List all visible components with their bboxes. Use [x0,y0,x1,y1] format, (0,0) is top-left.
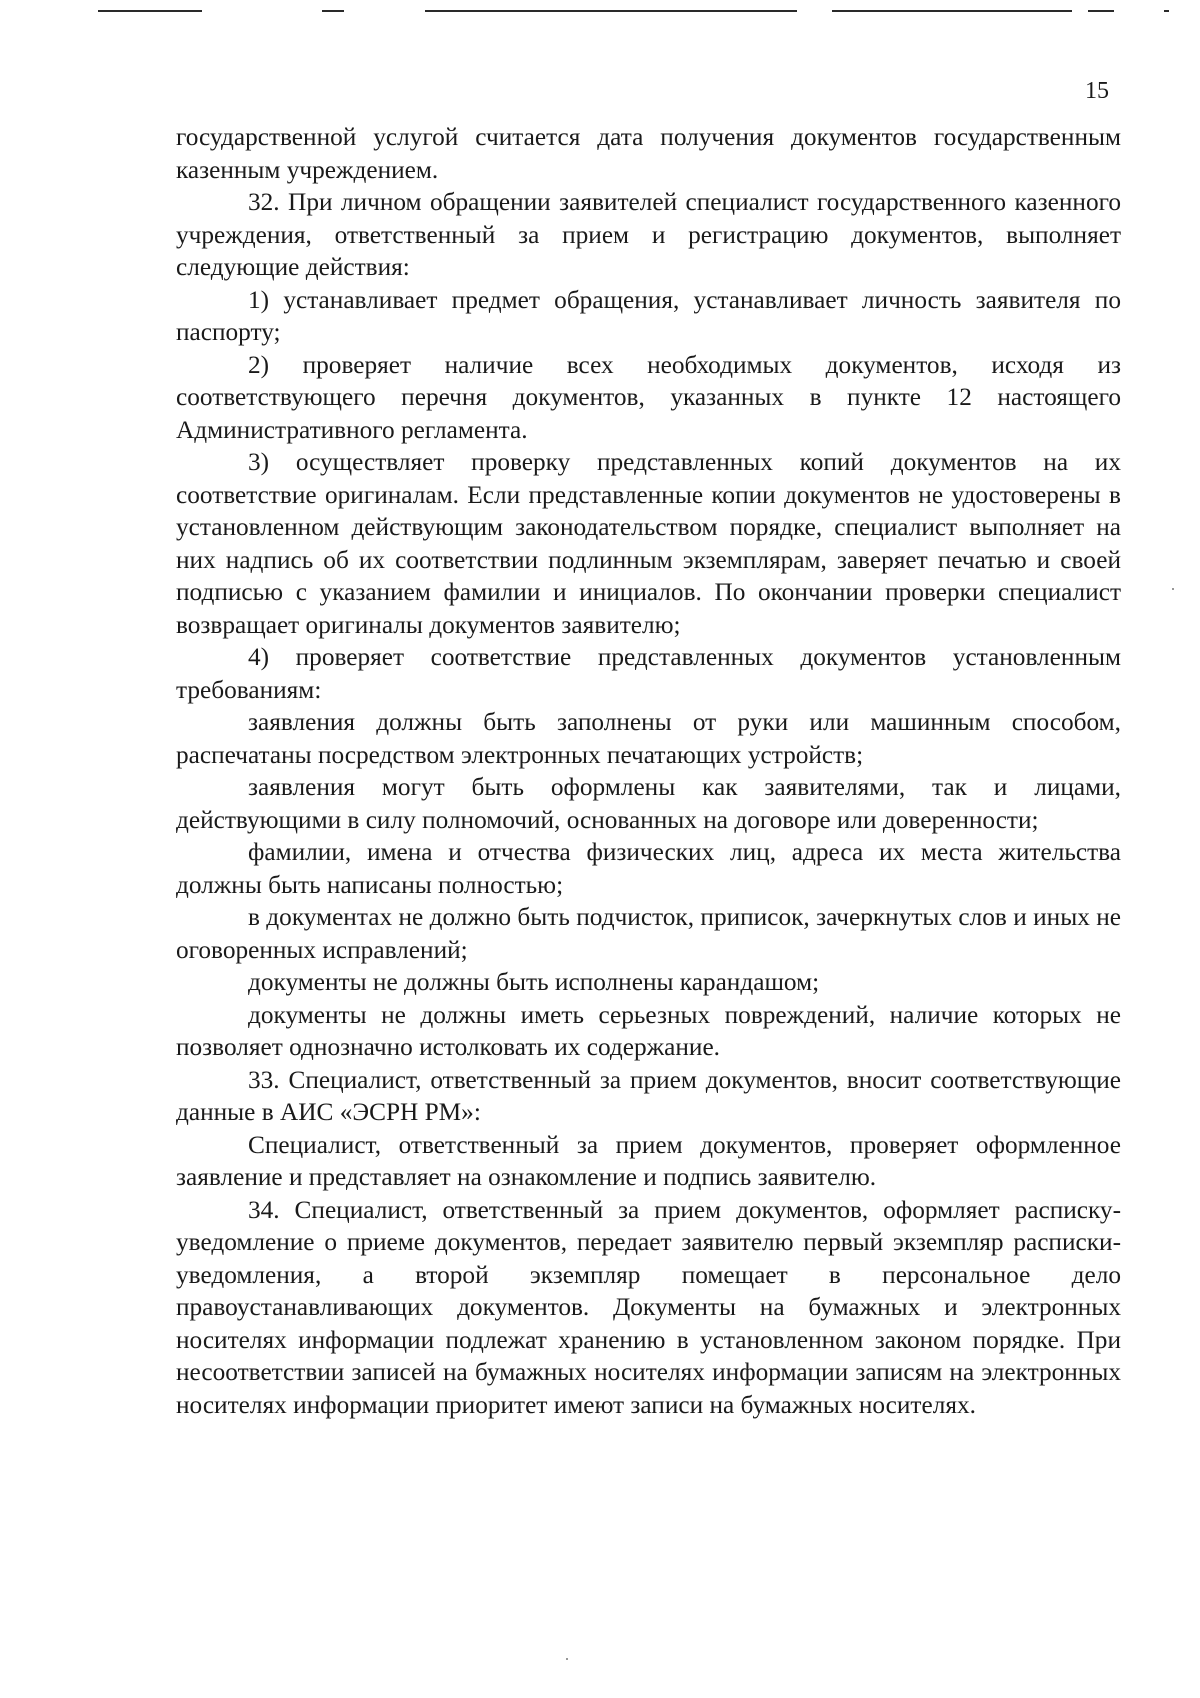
paragraph: заявления могут быть оформлены как заявителями, так и лицами, действующими в силу полномочий, основанных на договоре или доверенности; [176,773,1121,834]
paragraph: документы не должны быть исполнены карандашом; [248,968,820,996]
paragraph: 33. Специалист, ответственный за прием документов, вносит соответствующие данные в АИС «ЭСРН РМ»: [176,1065,1121,1126]
paragraph: Специалист, ответственный за прием документов, проверяет оформленное заявление и представляет на ознакомление и подпись заявителю. [176,1130,1121,1191]
page-number: 15 [1085,78,1109,104]
paragraph: 2) проверяет наличие всех необходимых документов, исходя из соответствующего перечня документов, указанных в пункте 12 настоящего Административного регламента. [176,350,1121,444]
scan-speck [566,1658,568,1660]
paragraph: фамилии, имена и отчества физических лиц, адреса их места жительства должны быть написаны полностью; [176,838,1121,899]
paragraph: 3) осуществляет проверку представленных копий документов на их соответствие оригиналам. Если представленные копии документов не удостоверены в установленном действующим законодательством порядке, специалист выполняет на них надпись об их соответствии подлинным экземплярам, заверяет печатью и своей подписью с указанием фамилии и инициалов. По окончании проверки специалист возвращает оригиналы документов заявителю; [176,448,1121,639]
paragraph: 1) устанавливает предмет обращения, устанавливает личность заявителя по паспорту; [176,285,1121,346]
paragraph: 32. При личном обращении заявителей специалист государственного казенного учреждения, ответственный за прием и регистрацию документов, выполняет следующие действия: [176,188,1121,281]
paragraph: документы не должны иметь серьезных повреждений, наличие которых не позволяет однозначно истолковать их содержание. [176,1000,1121,1061]
paragraph: государственной услугой считается дата получения документов государственным казенным учреждением. [176,123,1121,184]
paragraph: 4) проверяет соответствие представленных документов установленным требованиям: [176,643,1121,704]
paragraph: заявления должны быть заполнены от руки или машинным способом, распечатаны посредством электронных печатающих устройств; [176,708,1121,769]
paragraph: 34. Специалист, ответственный за прием документов, оформляет расписку-уведомление о приеме документов, передает заявителю первый экземпляр расписки-уведомления, а второй экземпляр помещает в персональное дело правоустанавливающих документов. Документы на бумажных и электронных носителях информации подлежат хранению в установленном законом порядке. При несоответствии записей на бумажных носителях информации записям на электронных носителях информации приоритет имеют записи на бумажных носителях. [176,1195,1121,1419]
scan-speck [1172,588,1174,590]
paragraph: в документах не должно быть подчисток, приписок, зачеркнутых слов и иных не оговоренных исправлений; [176,903,1121,964]
document-body [176,121,1121,1421]
scan-top-edge [0,0,1200,22]
